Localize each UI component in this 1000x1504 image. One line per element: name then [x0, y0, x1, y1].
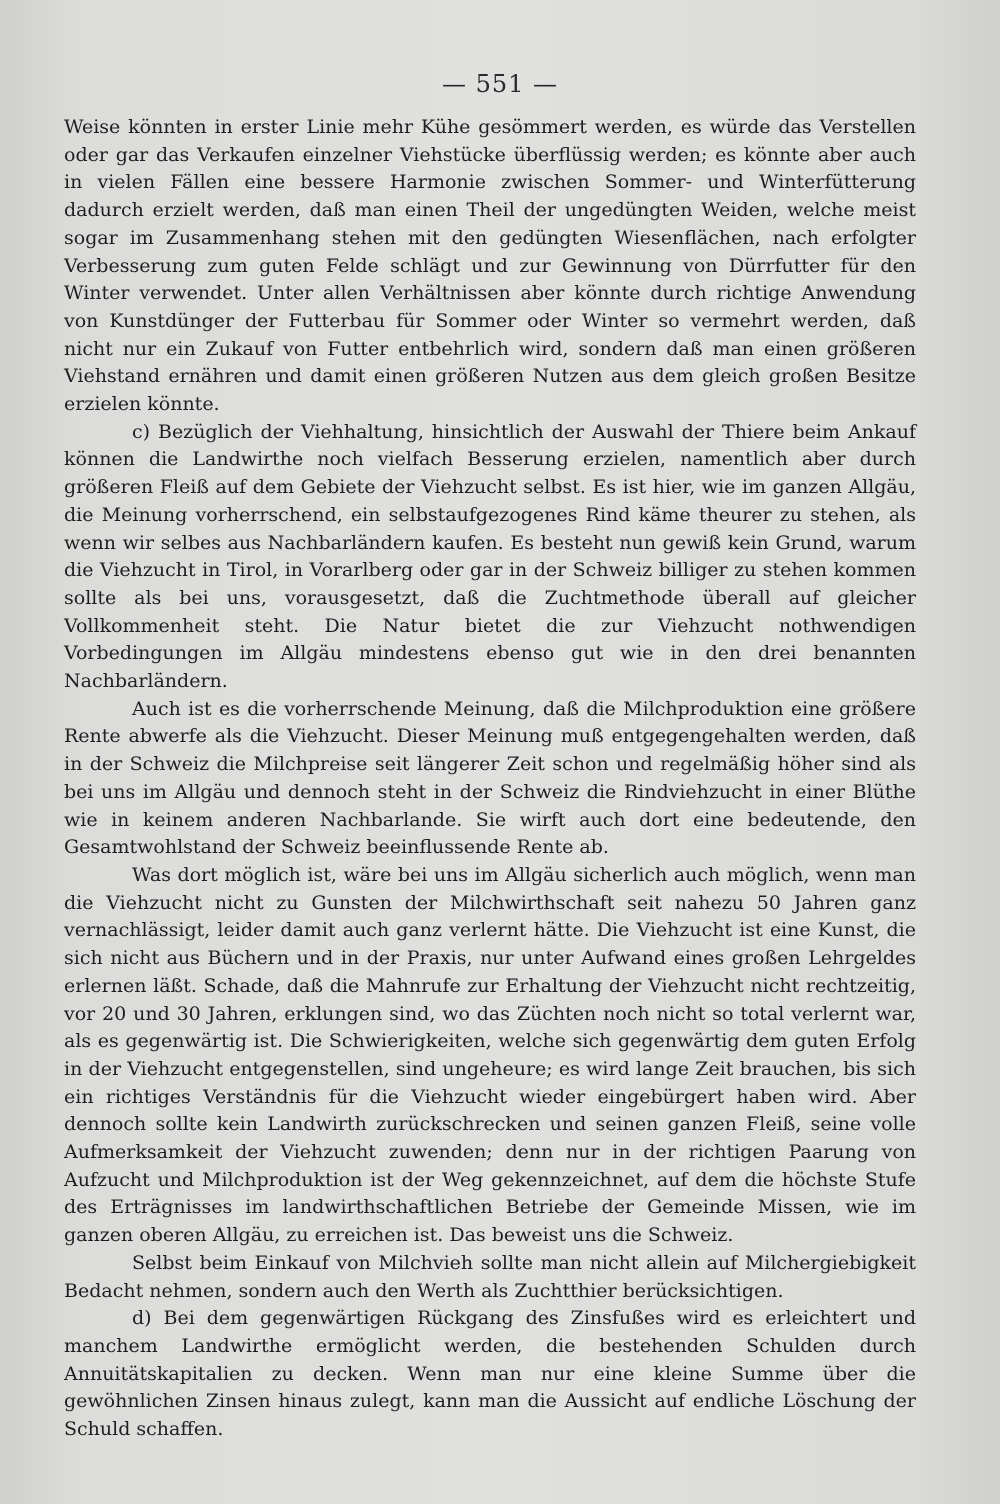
- paragraph-5: Selbst beim Einkauf von Milchvieh sollte man nicht allein auf Milchergiebigkeit Bedacht nehmen, sondern auch den Werth als Zuchtthier berücksichtigen.: [64, 1251, 916, 1302]
- document-body: [64, 114, 916, 1444]
- paragraph-2: c) Bezüglich der Viehhaltung, hinsichtlich der Auswahl der Thiere beim Ankauf können die Landwirthe noch vielfach Besserung erzielen, namentlich aber durch größeren Fleiß auf dem Gebiete der Viehzucht selbst. Es ist hier, wie im ganzen Allgäu, die Meinung vorherrschend, ein selbstaufgezogenes Rind käme theurer zu stehen, als wenn wir selbes aus Nachbarländern kaufen. Es besteht nun gewiß kein Grund, warum die Viehzucht in Tirol, in Vorarlberg oder gar in der Schweiz billiger zu stehen kommen sollte als bei uns, vorausgesetzt, daß die Zuchtmethode überall auf gleicher Vollkommenheit steht. Die Natur bietet die zur Viehzucht nothwendigen Vorbedingungen im Allgäu mindestens ebenso gut wie in den drei benannten Nachbarländern.: [64, 420, 916, 693]
- page-number: — 551 —: [441, 70, 559, 98]
- paragraph-6: d) Bei dem gegenwärtigen Rückgang des Zinsfußes wird es erleichtert und manchem Landwirthe ermöglicht werden, die bestehenden Schulden durch Annuitätskapitalien zu decken. Wenn man nur eine kleine Summe über die gewöhnlichen Zinsen hinaus zulegt, kann man die Aussicht auf endliche Löschung der Schuld schaffen.: [64, 1307, 916, 1441]
- paragraph-1: Weise könnten in erster Linie mehr Kühe gesömmert werden, es würde das Verstellen oder gar das Verkaufen einzelner Viehstücke überflüssig werden; es könnte aber auch in vielen Fällen eine bessere Harmonie zwischen Sommer- und Winterfütterung dadurch erzielt werden, daß man einen Theil der ungedüngten Weiden, welche meist sogar im Zusammenhang stehen mit den gedüngten Wiesenflächen, nach erfolgter Verbesserung zum guten Felde schlägt und zur Gewinnung von Dürrfutter für den Winter verwendet. Unter allen Verhältnissen aber könnte durch richtige Anwendung von Kunstdünger der Futterbau für Sommer oder Winter so vermehrt werden, daß nicht nur ein Zukauf von Futter entbehrlich wird, sondern daß man einen größeren Viehstand ernähren und damit einen größeren Nutzen aus dem gleich großen Besitze erzielen könnte.: [64, 116, 916, 416]
- paragraph-4: Was dort möglich ist, wäre bei uns im Allgäu sicherlich auch möglich, wenn man die Viehzucht nicht zu Gunsten der Milchwirthschaft seit nahezu 50 Jahren ganz vernachlässigt, leider damit auch ganz verlernt hätte. Die Viehzucht ist eine Kunst, die sich nicht aus Büchern und in der Praxis, nur unter Aufwand eines großen Lehrgeldes erlernen läßt. Schade, daß die Mahnrufe zur Erhaltung der Viehzucht nicht rechtzeitig, vor 20 und 30 Jahren, erklungen sind, wo das Züchten noch nicht so total verlernt war, als es gegenwärtig ist. Die Schwierigkeiten, welche sich gegenwärtig dem guten Erfolg in der Viehzucht entgegenstellen, sind ungeheure; es wird lange Zeit brauchen, bis sich ein richtiges Verständnis für die Viehzucht wieder eingebürgert haben wird. Aber dennoch sollte kein Landwirth zurückschrecken und seinen ganzen Fleiß, seine volle Aufmerksamkeit der Viehzucht zuwenden; denn nur in der richtigen Paarung von Aufzucht und Milchproduktion ist der Weg gekennzeichnet, auf dem die höchste Stufe des Erträgnisses im landwirthschaftlichen Betriebe der Gemeinde Missen, wie im ganzen oberen Allgäu, zu erreichen ist. Das beweist uns die Schweiz.: [64, 863, 916, 1247]
- paragraph-3: Auch ist es die vorherrschende Meinung, daß die Milchproduktion eine größere Rente abwerfe als die Viehzucht. Dieser Meinung muß entgegengehalten werden, daß in der Schweiz die Milchpreise seit längerer Zeit schon und regelmäßig höher sind als bei uns im Allgäu und dennoch steht in der Schweiz die Rindviehzucht in einer Blüthe wie in keinem anderen Nachbarlande. Sie wirft auch dort eine bedeutende, den Gesamtwohlstand der Schweiz beeinflussende Rente ab.: [64, 697, 916, 859]
